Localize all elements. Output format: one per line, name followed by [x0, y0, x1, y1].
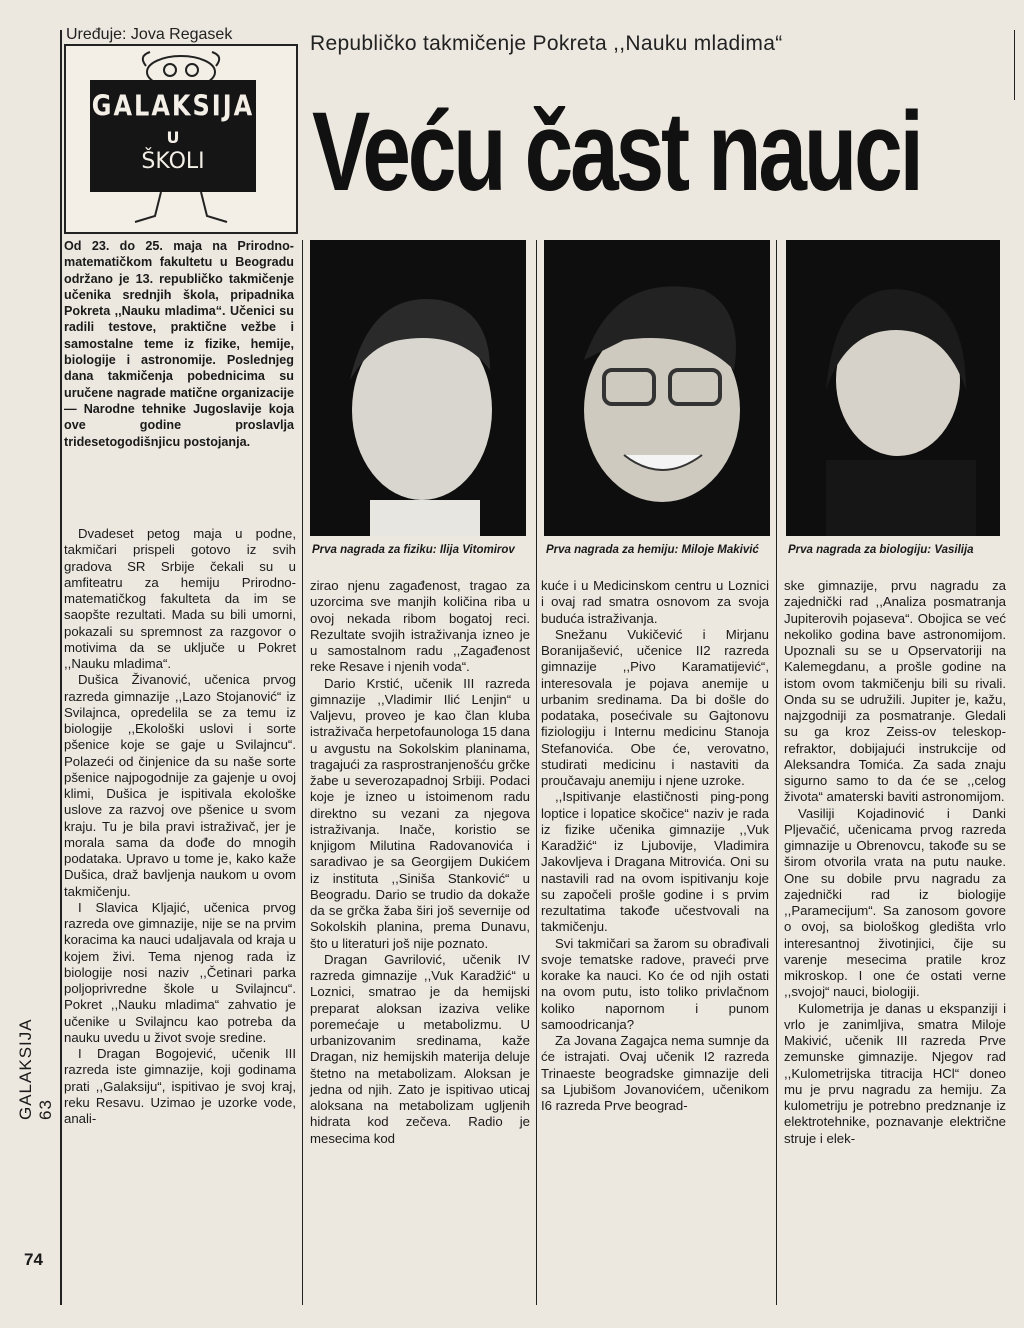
column-rule-1 — [302, 240, 303, 1305]
logo-board — [90, 80, 256, 192]
caption-fizika: Prva nagrada za fiziku: Ilija Vitomirov — [312, 544, 515, 556]
kicker: Republičko takmičenje Pokreta ,,Nauku mladima“ — [310, 32, 783, 55]
paragraph: Dragan Gavrilović, učenik IV razreda gimnazije ,,Vuk Karadžić“ u Loznici, smatrao je da hemijski preparat aloksan izaziva velike poremećaje u metabolizmu. U urbanizovanim sredinama, kaže Dragan, niz hemijskih materija deluje štetno na metabolizam. Aloksan je jedna od njih. Zato je ispitivao uticaj aloksana na metabolizam ugljenih hidrata kod zečeva. Radio je mesecima kod — [310, 951, 530, 1146]
portrait-photo-icon — [786, 240, 1000, 536]
paragraph: Vasiliji Kojadinović i Danki Pljevačić, učenicama prvog razreda gimnazije u Obrenovcu, takođe su se širom otvorila vrata na putu nauke. One su dobile prvu nagradu za zajednički rad iz biologije ,,Paramecijum“. Sa zanosom govore o ovoj, sa biološkog gledišta vrlo interesantnoj životinjici, čije su varenje mesecima pratile kroz mikroskop. I one će ostati verne ,,svojoj“ nauci, biologiji. — [784, 805, 1006, 1000]
right-rule — [1014, 30, 1015, 100]
photo-miloje-makivic — [544, 240, 770, 536]
paragraph: Za Jovana Zagajca nema sumnje da će istrajati. Ovaj učenik I2 razreda Trinaeste beogradske gimnazije deli sa Ljubišom Jovanovićem, učenikom I6 razreda Prve beograd- — [541, 1033, 769, 1113]
paragraph: Kulometrija je danas u ekspanziji i vrlo je zanimljiva, smatra Miloje Makivić, učenik III razreda Prve zemunske gimnazije. Njegov rad ,,Kulometrijska titracija HCl“ doneo mu je prvu nagradu za hemiju. Za kulometriju je potrebno predznanje iz elektrotehnike, poznavanje električne struje i elek- — [784, 1000, 1006, 1146]
side-label: GALAKSIJA 63 — [16, 1019, 55, 1120]
article-column-4 — [784, 578, 1006, 1147]
paragraph: Dvadeset petog maja u podne, takmičari prispeli gotovo iz svih gradova SR Srbije čekali su u amfiteatru za hemiju Prirodno-matematičkog fakulteta da im se saopšte rezultati. Mada su bili umorni, pokazali su spremnost za razgovor o motivima da se uključe u Pokret ,,Nauku mladima“. — [64, 526, 296, 671]
column-rule-3 — [776, 240, 777, 1305]
paragraph: Dario Krstić, učenik III razreda gimnazije ,,Vladimir Ilić Lenjin“ u Valjevu, proveo je kao član kluba istraživača herpetofaunologa 15 dana u avgustu na Sokolskim planinama, tragajući za rasprostranjenošću grčke žabe u severozapadnoj Srbiji. Podaci koje je izneo u istoimenom radu direktno su vezani za njegova istraživanja. Inače, koristio se knjigom Milutina Radovanovića i saradivao je sa Georgijem Dukićem iz instituta ,,Siniša Stanković“ u Beogradu. Dario se trudio da dokaže da se grčka žaba širi još severnije od Sokolskih planina, prema Dunavu, što u literaturi još nije poznato. — [310, 675, 530, 951]
caption-biologija: Prva nagrada za biologiju: Vasilija — [788, 544, 974, 556]
paragraph: ,,Ispitivanje elastičnosti ping-pong loptice i lopatice skočice“ naziv je rada iz fizike učenika gimnazije ,,Vuk Karadžić“ iz Ljubovije, Vladimira Jakovljeva i Dragana Mitrovića. Oni su nastavili rad na ovom ispitivanju koje su započeli prošle godine i s prvim rezultatima takođe učestvovali na takmičenju. — [541, 789, 769, 935]
paragraph: Snežanu Vukičević i Mirjanu Boranijašević, učenice II2 razreda gimnazije ,,Pivo Karamatijević“, interesovala je pojava anemije u urbanim sredinama. Da bi došle do podataka, posećivale su Gajtonovu fiziologiju i Internu medicinu Stanoja Stefanovića. Obe će, verovatno, studirati medicinu i nastaviti da proučavaju anemiju i njene uzroke. — [541, 626, 769, 788]
page-number: 74 — [24, 1250, 43, 1269]
paragraph: I Dragan Bogojević, učenik III razreda iste gimnazije, koji godinama prati ,,Galaksiju“, ispitivao je svoj kraj, reku Resavu. Uzimao je uzorke vode, anali- — [64, 1046, 296, 1126]
logo-u: U — [166, 128, 180, 147]
left-rule — [60, 30, 62, 1305]
photo-ilija-vitomirov — [310, 240, 526, 536]
article-column-3 — [541, 578, 769, 1114]
photo-vasilija — [786, 240, 1000, 536]
column-rule-2 — [536, 240, 537, 1305]
lead-paragraph: Od 23. do 25. maja na Prirodno-matematičkom fakultetu u Beogradu održano je 13. republičko takmičenje učenika srednjih škola, pripadnika Pokreta ,,Nauku mladima“. Učenici su radili testove, praktične vežbe i samostalne teme iz fizike, hemije, biologije i astronomije. Poslednjeg dana takmičenja pobednicima su uručene nagrade matične organizacije — Narodne tehnike Jugoslavije koja ove godine proslavlja tridesetogodišnjicu postojanja. — [64, 239, 294, 449]
paragraph: I Slavica Kljajić, učenica prvog razreda ove gimnazije, nije se na prvim koracima ka nauci udaljavala od kraja u kojem živi. Tema njenog rada iz biologije nosi naziv ,,Četinari parka poljoprivredne škole u Svilajncu“. Pokret ,,Nauku mladima“ zahvatio je učenike u Svilajncu kao potreba da nauku uvedu u život svoje sredine. — [64, 899, 296, 1045]
logo-title: GALAKSIJA — [91, 89, 255, 123]
editor-credit: Uređuje: Jova Regasek — [66, 26, 233, 43]
paragraph: ske gimnazije, prvu nagradu za zajednički rad ,,Analiza posmatranja Jupiterovih pojaseva“. Obojica se već nekoliko godina bave astronomijom. Upoznali su se u Opservatoriji na Kalemegdanu, a prošle godine na istom ovom takmičenju bili su rivali. Onda su se udružili. Jupiter je, kažu, najzgodniji za posmatranje. Gledali su ga kroz Zeiss-ov teleskop-refraktor, dobijajući instrukcije od Aleksandra Tomića. Za sada znaju sigurno samo to da će se ,,celog života“ amaterski baviti astronomijom. — [784, 578, 1006, 805]
portrait-photo-icon — [310, 240, 526, 536]
logo-skoli: ŠKOLI — [141, 149, 205, 174]
headline: Veću čast nauci — [312, 89, 921, 214]
paragraph: Svi takmičari sa žarom su obrađivali svoje tematske radove, praveći prve korake ka nauci. Ko će od njih ostati na ovom putu, isto toliko privlačnom koliko napornom i punom samoodricanja? — [541, 935, 769, 1032]
paragraph: Dušica Živanović, učenica prvog razreda gimnazije ,,Lazo Stojanović“ iz Svilajnca, opredelila se za temu iz biologije ,,Ekološki uslovi i sorte pšenice koje se gaje u Svilajncu“. Polazeći od činjenice da su naše sorte pšenice najpogodnije za gajenje u ovoj klimi, Dušica je ispitivala ekološke uslove za razvoj ove pšenice u svom kraju. Tu je bila pravi istraživač, jer je morala sama da dođe do mnogih podataka. Upravo u tome je, kako kaže Dušica, draž bavljenja naukom u ovom takmičenju. — [64, 672, 296, 899]
paragraph: kuće i u Medicinskom centru u Loznici i ovaj rad smatra osnovom za svoja buduća istraživanja. — [541, 578, 769, 626]
mascot-feet-icon — [126, 192, 236, 228]
portrait-photo-icon — [544, 240, 770, 536]
article-column-2 — [310, 578, 530, 1147]
caption-hemija: Prva nagrada za hemiju: Miloje Makivić — [546, 544, 759, 556]
paragraph: zirao njenu zagađenost, tragao za uzorcima sve manjih količina riba u ovoj nekada ribom bogatoj reci. Rezultate svojih istraživanja izneo je u samostalnom radu ,,Zagađenost reke Resave i njenih voda“. — [310, 578, 530, 675]
article-column-1 — [64, 526, 296, 1127]
section-logo — [64, 44, 298, 234]
